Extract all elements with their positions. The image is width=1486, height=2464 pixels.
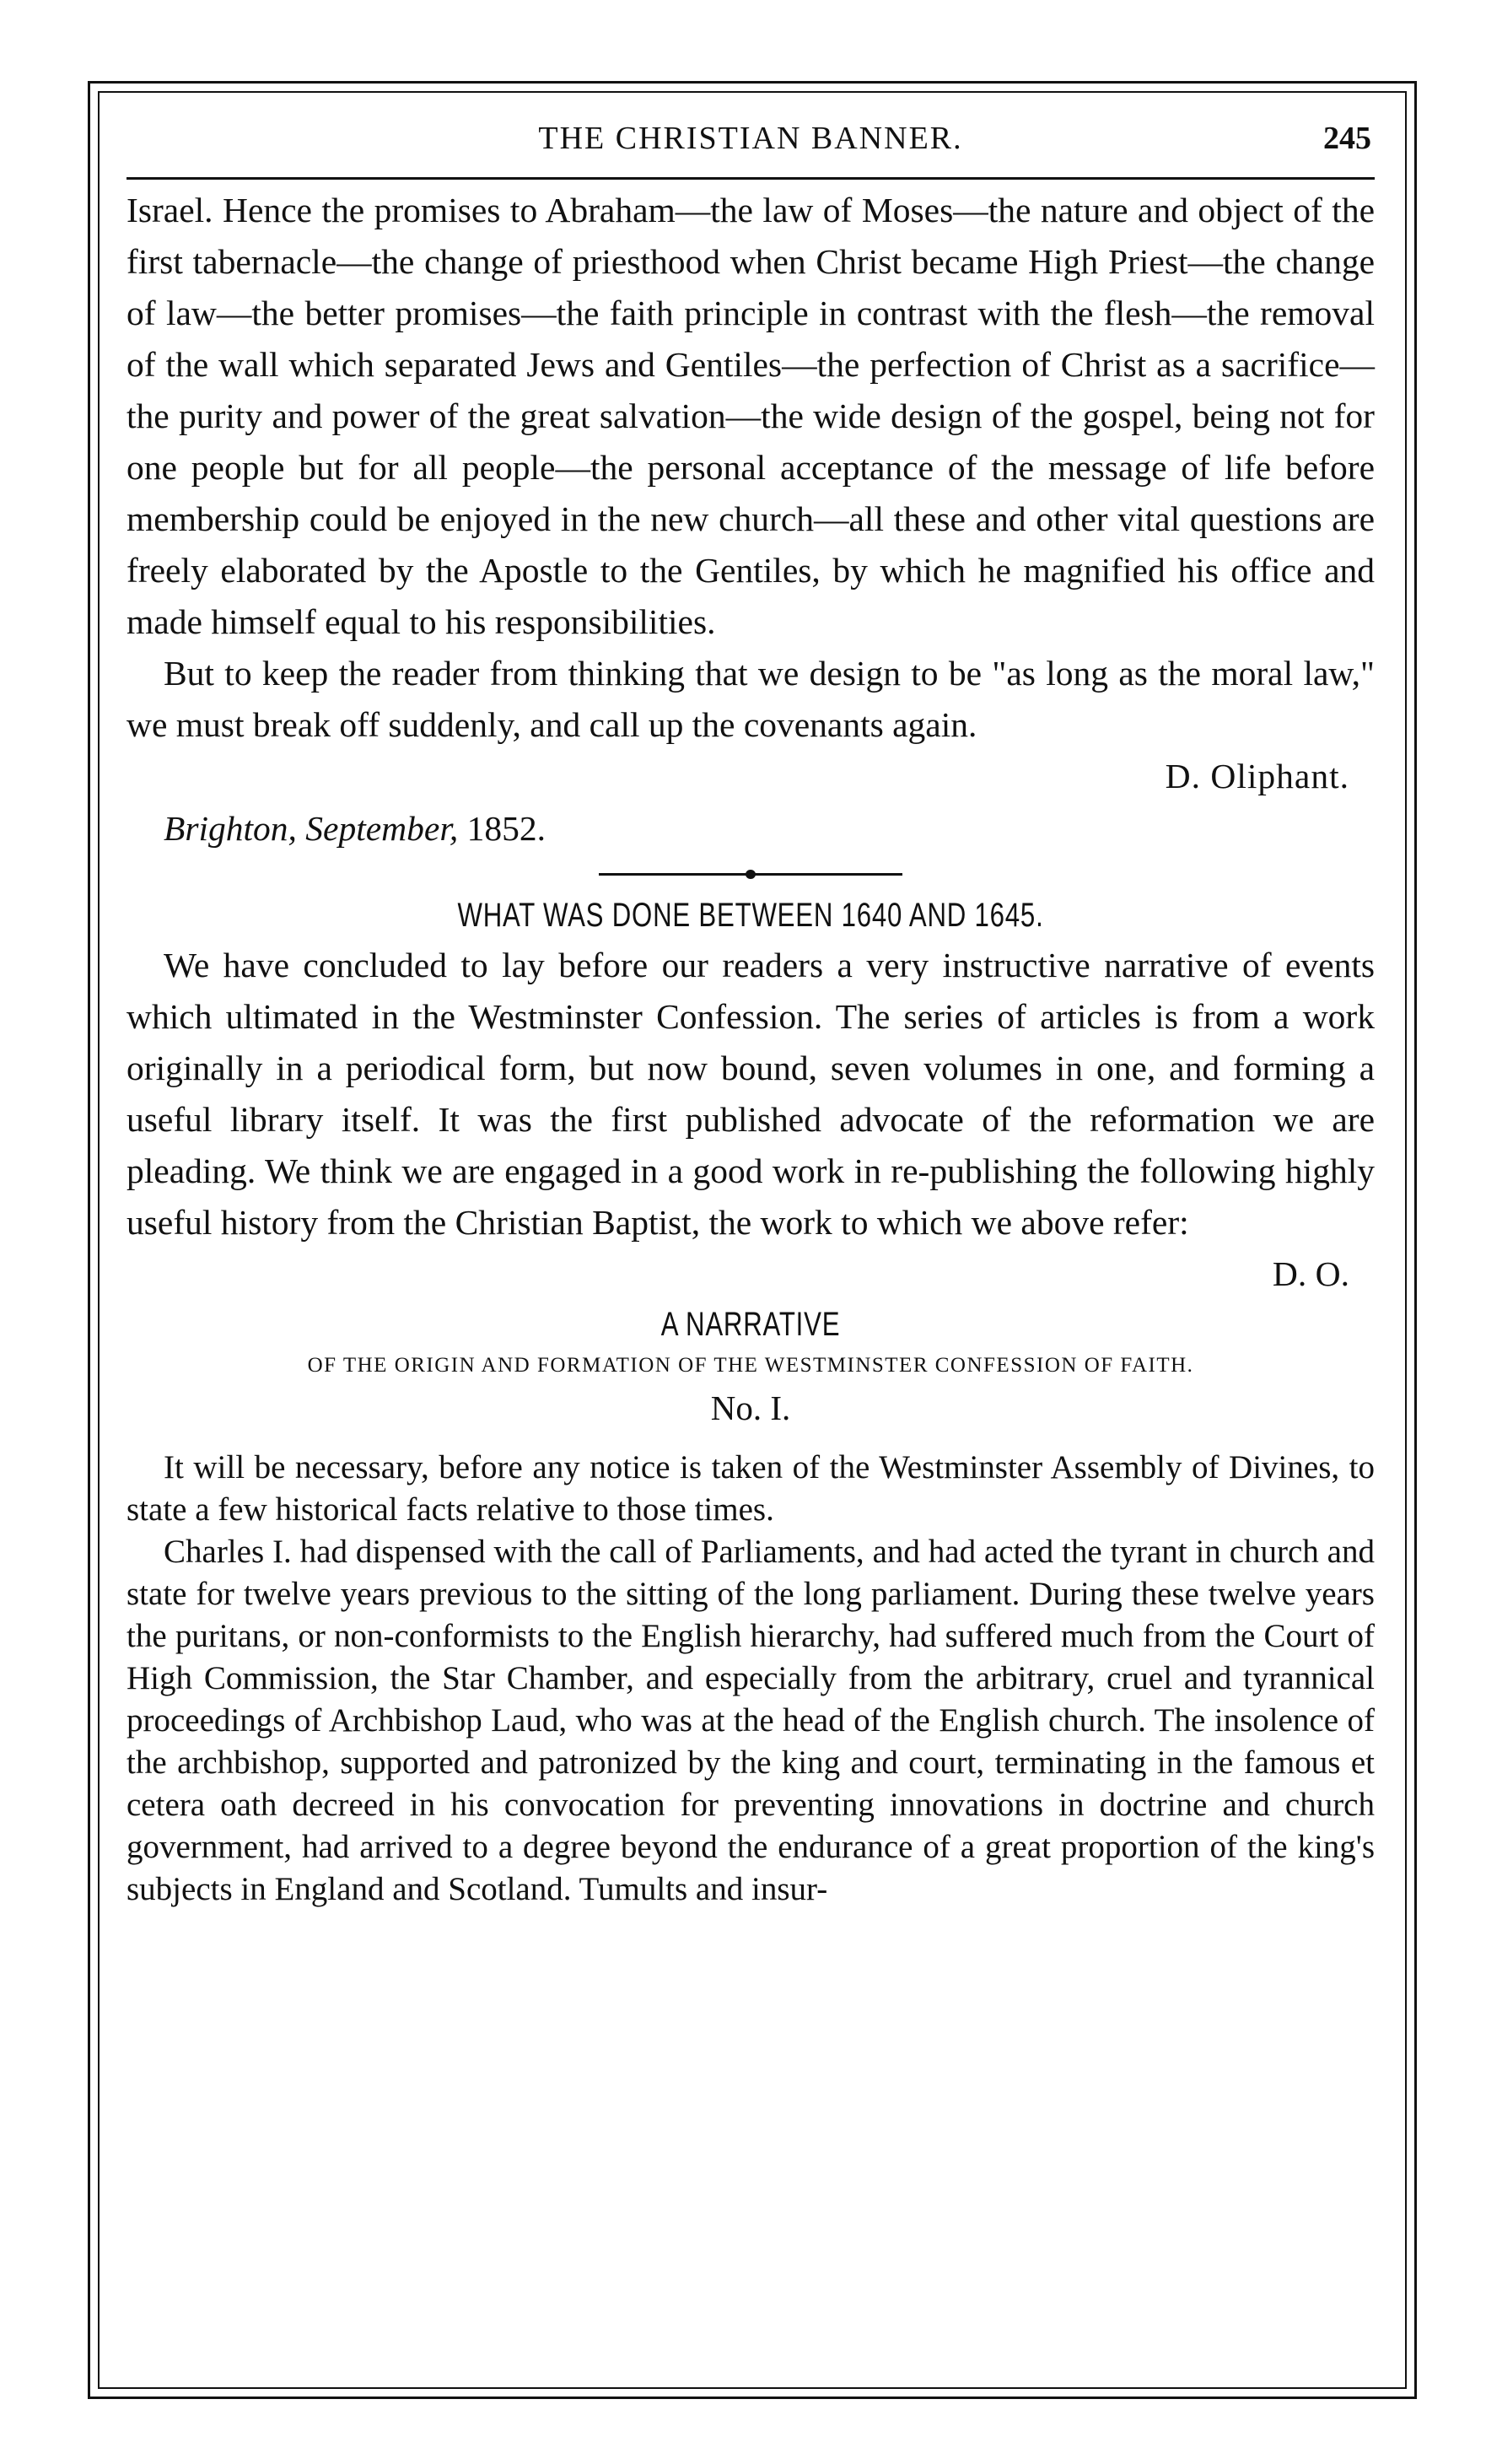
editor-initials: D. O.: [1272, 1254, 1349, 1293]
signature-line: [127, 751, 1375, 802]
dateline: [127, 802, 1375, 855]
intro-signature-line: [127, 1248, 1375, 1300]
article1-paragraph-1: Israel. Hence the promises to Abraham—the law of Moses—the nature and object of the first tabernacle—the change of priesthood when Christ became High Priest—the change of law—the better promises—the faith principle in contrast with the flesh—the removal of the wall which separated Jews and Gentiles—the perfection of Christ as a sacrifice—the purity and power of the great salvation—the wide design of the gospel, being not for one people but for all people—the personal acceptance of the message of life before membership could be enjoyed in the new church—all these and other vital questions are freely elaborated by the Apostle to the Gentiles, by which he magnified his office and made himself equal to his responsibilities.: [127, 191, 1375, 641]
narrative-paragraph-1: It will be necessary, before any notice is taken of the Westminster Assembly of Divines, to state a few historical facts relative to those times.: [127, 1449, 1375, 1528]
dateline-place: Brighton, September,: [164, 809, 459, 848]
narrative-paragraph-2: Charles I. had dispensed with the call of Parliaments, and had acted the tyrant in church and state for twelve years previous to the sitting of the long parliament. During these twelve years the puritans, or non-conformists to the English hierarchy, had suffered much from the Court of High Commission, the Star Chamber, and especially from the arbitrary, cruel and tyrannical proceedings of Archbishop Laud, who was at the head of the English church. The insolence of the archbishop, supported and patronized by the king and court, terminating in the famous et cetera oath decreed in his convocation for preventing innovations in doctrine and church government, had arrived to a degree beyond the endurance of a great proportion of the king's subjects in England and Scotland. Tumults and insur-: [127, 1534, 1375, 1907]
narrative-subtitle: OF THE ORIGIN AND FORMATION OF THE WESTMINSTER CONFESSION OF FAITH.: [307, 1354, 1194, 1377]
article1-paragraph-2-text: But to keep the reader from thinking that we design to be "as long as the moral law," we must break off suddenly, and call up the covenants again.: [127, 654, 1375, 744]
running-header: [127, 100, 1375, 180]
article1-paragraph-2: [127, 648, 1375, 751]
page-number: 245: [1323, 121, 1371, 156]
author-signature: D. Oliphant.: [1165, 757, 1349, 795]
installment-number: No. I.: [710, 1388, 791, 1427]
journal-title: THE CHRISTIAN BANNER.: [538, 121, 963, 156]
dateline-year: 1852.: [466, 809, 546, 848]
section-divider: [599, 873, 902, 876]
narrative-title: A NARRATIVE: [660, 1306, 841, 1343]
article2-intro: [127, 940, 1375, 1248]
page-content: [127, 100, 1375, 1911]
article2-intro-text: We have concluded to lay before our readers a very instructive narrative of events which ultimated in the Westminster Confession. The series of articles is from a work originally in a periodical form, but now bound, seven volumes in one, and forming a useful library itself. It was the first published advocate of the reformation we are pleading. We think we are engaged in a good work in re-publishing the following highly useful history from the Christian Baptist, the work to which we above refer:: [127, 946, 1375, 1242]
article-heading: WHAT WAS DONE BETWEEN 1640 AND 1645.: [457, 897, 1044, 934]
